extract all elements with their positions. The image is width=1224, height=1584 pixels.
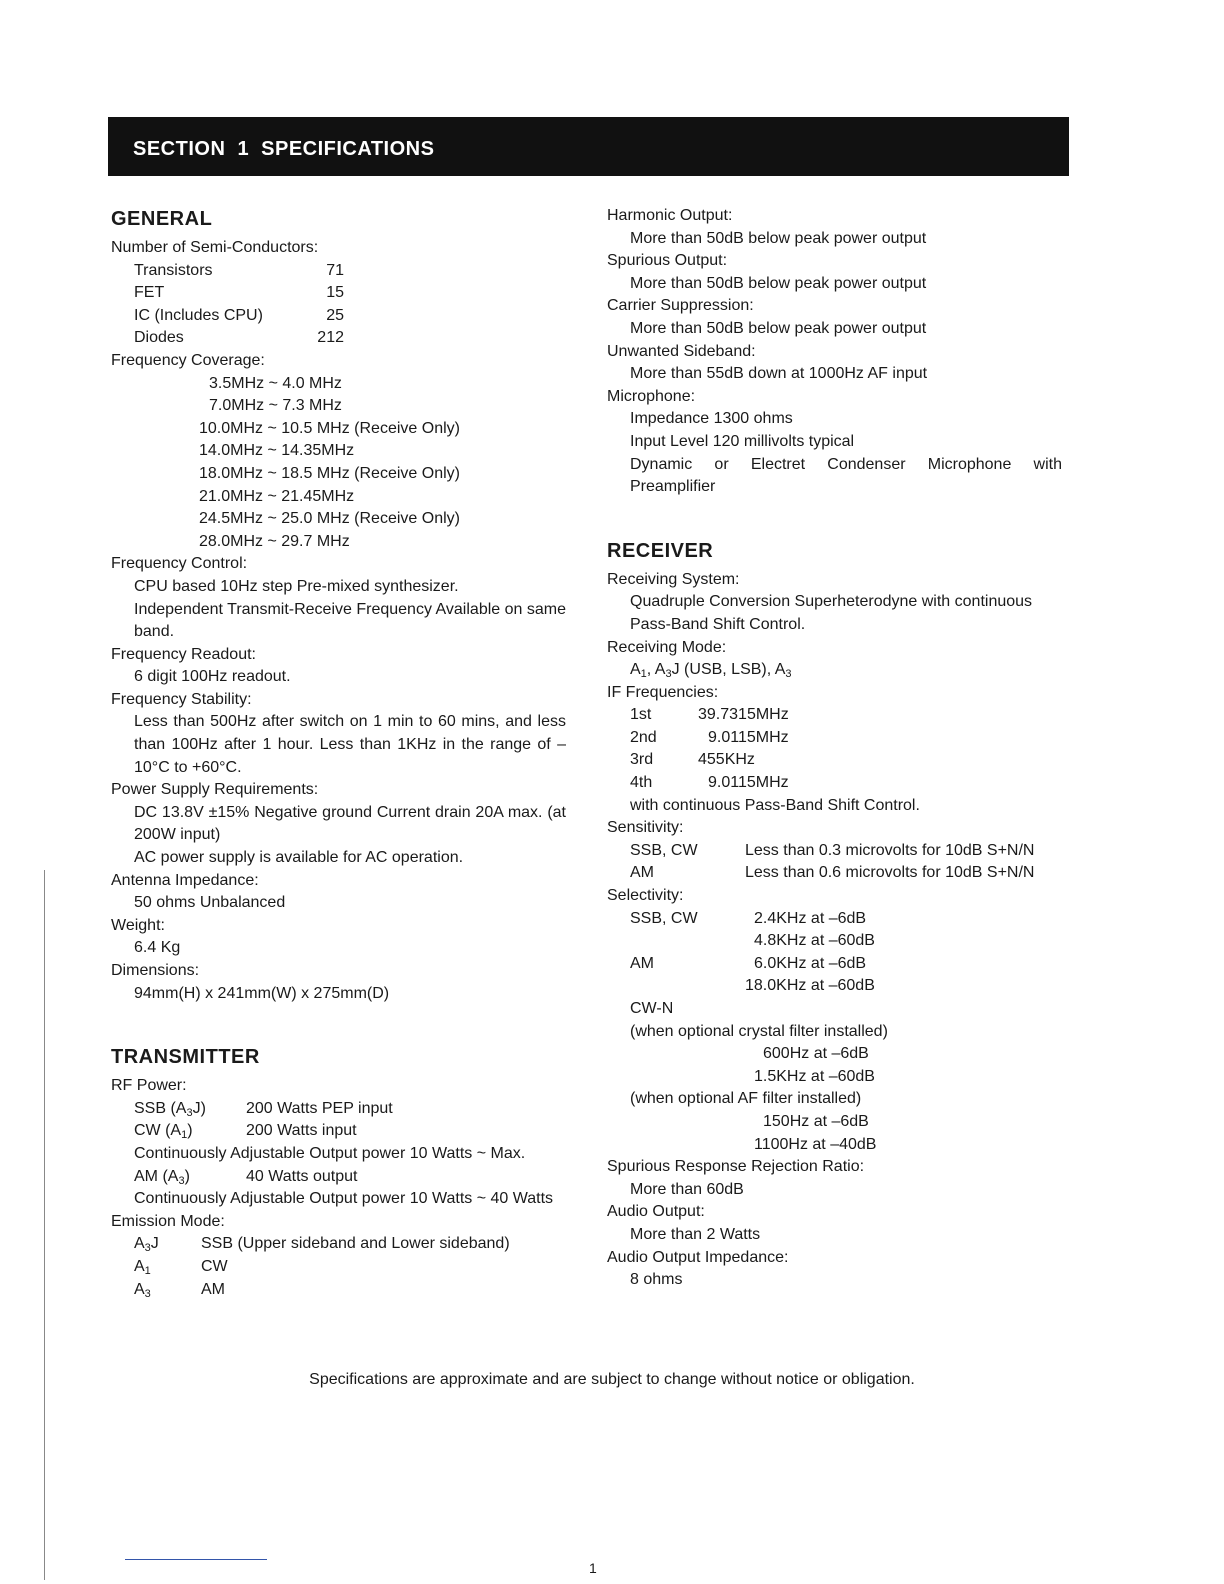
if-stage: 1st <box>630 706 652 724</box>
freq-band: 10.0MHz ~ 10.5 MHz (Receive Only) <box>199 419 460 437</box>
selectivity-value: 18.0KHz at –60dB <box>745 977 875 995</box>
general-heading: GENERAL <box>111 208 213 230</box>
if-row <box>607 749 1062 772</box>
freq-stability-label: Frequency Stability: <box>111 690 252 708</box>
right-column <box>607 205 1062 1292</box>
rf-value: 200 Watts input <box>246 1122 357 1140</box>
spurious-label: Spurious Output: <box>607 252 728 270</box>
if-row <box>607 704 1062 727</box>
power-text: DC 13.8V ±15% Negative ground Current drain 20A max. (at 200W input) <box>134 803 566 844</box>
spur-rej-text: More than 60dB <box>630 1180 744 1198</box>
spur-rej-label: Spurious Response Rejection Ratio: <box>607 1158 865 1176</box>
weight-text: 6.4 Kg <box>134 939 181 957</box>
left-column <box>111 205 566 1301</box>
semiconductor-row <box>111 260 566 283</box>
semiconductor-name: Diodes <box>134 329 184 347</box>
selectivity-value: 600Hz at –6dB <box>763 1045 869 1063</box>
freq-readout-label: Frequency Readout: <box>111 645 256 663</box>
if-stage: 2nd <box>630 728 657 746</box>
semiconductor-name: IC (Includes CPU) <box>134 306 263 324</box>
page-number: 1 <box>589 1560 597 1576</box>
emission-row <box>111 1279 566 1302</box>
audio-text: More than 2 Watts <box>630 1225 761 1243</box>
freq-readout-text: 6 digit 100Hz readout. <box>134 668 291 686</box>
semiconductor-count: 15 <box>326 284 344 302</box>
semiconductor-count: 71 <box>326 261 344 279</box>
selectivity-value: 1.5KHz at –60dB <box>754 1067 875 1085</box>
unwanted-label: Unwanted Sideband: <box>607 342 756 360</box>
rf-mode: CW $(A_1)$ <box>134 1122 193 1142</box>
carrier-text: More than 50dB below peak power output <box>630 319 927 337</box>
if-freq: 9.0115MHz <box>708 774 789 792</box>
mic-input: Input Level 120 millivolts typical <box>630 432 855 450</box>
rf-power-row <box>111 1120 566 1143</box>
carrier-label: Carrier Suppression: <box>607 297 754 315</box>
audio-label: Audio Output: <box>607 1203 705 1221</box>
selectivity-mode: AM <box>630 954 654 972</box>
audio-imp-text: 8 ohms <box>630 1271 683 1289</box>
if-note: with continuous Pass-Band Shift Control. <box>630 796 920 814</box>
freq-stability-text: Less than 500Hz after switch on 1 min to 60 mins, and less than 100Hz after 1 hour. Less than 1KHz in the range of –10°C to +60°C. <box>134 713 566 776</box>
freq-band: 18.0MHz ~ 18.5 MHz (Receive Only) <box>199 464 460 482</box>
selectivity-value: 4.8KHz at –60dB <box>754 932 875 950</box>
mic-type: Dynamic or Electret Condenser Microphone with Preamplifier <box>630 455 1062 496</box>
sensitivity-value: Less than 0.6 microvolts for 10dB S+N/N <box>745 864 1035 882</box>
emission-row <box>111 1256 566 1279</box>
selectivity-row <box>607 930 1062 953</box>
semiconductor-list <box>111 260 566 350</box>
mic-impedance: Impedance 1300 ohms <box>630 410 793 428</box>
emission-code: $A_3$ <box>134 1280 151 1300</box>
rf-power-label: RF Power: <box>111 1077 187 1095</box>
semiconductor-count: 212 <box>317 329 344 347</box>
power-label: Power Supply Requirements: <box>111 781 319 799</box>
margin-line <box>44 870 45 1580</box>
sensitivity-mode: SSB, CW <box>630 841 698 859</box>
if-freq: 39.7315MHz <box>698 706 789 724</box>
selectivity-value: 150Hz at –6dB <box>763 1112 869 1130</box>
freq-band: 14.0MHz ~ 14.35MHz <box>199 442 355 460</box>
footer-note: Specifications are approximate and are subject to change without notice or obligation. <box>309 1371 915 1388</box>
emission-label: Emission Mode: <box>111 1212 225 1230</box>
antenna-label: Antenna Impedance: <box>111 871 259 889</box>
selectivity-value: 2.4KHz at –6dB <box>754 909 867 927</box>
audio-imp-label: Audio Output Impedance: <box>607 1248 789 1266</box>
footnote-rule <box>125 1559 267 1560</box>
mic-label: Microphone: <box>607 387 696 405</box>
selectivity-mode: CW-N <box>630 1000 674 1017</box>
power-text: AC power supply is available for AC operation. <box>134 849 464 867</box>
if-label: IF Frequencies: <box>607 683 719 701</box>
emission-desc: AM <box>201 1280 225 1298</box>
freq-control-text: CPU based 10Hz step Pre-mixed synthesizer. <box>134 577 459 595</box>
freq-band: 7.0MHz ~ 7.3 MHz <box>209 397 342 415</box>
section-banner <box>108 117 1069 176</box>
freq-control-text: Independent Transmit-Receive Frequency Available on same band. <box>134 600 566 641</box>
cont-adjust-text: Continuously Adjustable Output power 10 Watts ~ Max. <box>134 1144 526 1162</box>
selectivity-row <box>607 975 1062 998</box>
spurious-text: More than 50dB below peak power output <box>630 274 927 292</box>
freq-control-label: Frequency Control: <box>111 555 248 573</box>
semiconductors-label: Number of Semi-Conductors: <box>111 239 319 256</box>
selectivity-note: (when optional crystal filter installed) <box>630 1022 888 1040</box>
rf-mode: SSB $(A_3J)$ <box>134 1099 206 1119</box>
emission-row <box>111 1233 566 1256</box>
unwanted-text: More than 55dB down at 1000Hz AF input <box>630 365 928 383</box>
section-title: SECTION 1 SPECIFICATIONS <box>133 138 435 160</box>
freq-band: 3.5MHz ~ 4.0 MHz <box>209 374 342 392</box>
sensitivity-row <box>607 840 1062 863</box>
transmitter-heading: TRANSMITTER <box>111 1046 260 1069</box>
freq-band: 24.5MHz ~ 25.0 MHz (Receive Only) <box>199 510 460 528</box>
selectivity-row <box>607 1043 1062 1066</box>
selectivity-value: 1100Hz at –40dB <box>754 1135 877 1153</box>
semiconductor-row <box>111 327 566 350</box>
mode-label: Receiving Mode: <box>607 638 727 656</box>
if-stage: 4th <box>630 774 653 792</box>
selectivity-label: Selectivity: <box>607 887 684 905</box>
antenna-text: 50 ohms Unbalanced <box>134 894 286 912</box>
cont-adjust-text: Continuously Adjustable Output power 10 Watts ~ 40 Watts <box>134 1190 554 1208</box>
freq-coverage-label: Frequency Coverage: <box>111 351 265 369</box>
emission-desc: CW <box>201 1257 228 1275</box>
sensitivity-row <box>607 862 1062 885</box>
freq-band: 28.0MHz ~ 29.7 MHz <box>199 532 350 550</box>
emission-code: $A_3J$ <box>134 1235 159 1255</box>
selectivity-mode: SSB, CW <box>630 909 698 927</box>
selectivity-row <box>607 908 1062 931</box>
rf-power-row <box>111 1166 566 1189</box>
emission-code: $A_1$ <box>134 1257 151 1277</box>
rf-value: 40 Watts output <box>246 1167 358 1185</box>
selectivity-row <box>607 953 1062 976</box>
rf-value: 200 Watts PEP input <box>246 1099 393 1117</box>
dimensions-label: Dimensions: <box>111 962 200 979</box>
harmonic-label: Harmonic Output: <box>607 207 733 224</box>
if-freq: 9.0115MHz <box>708 728 789 746</box>
selectivity-note: (when optional AF filter installed) <box>630 1090 862 1108</box>
semiconductor-name: FET <box>134 284 165 302</box>
receiver-heading: RECEIVER <box>607 539 714 562</box>
semiconductor-row <box>111 282 566 305</box>
sensitivity-value: Less than 0.3 microvolts for 10dB S+N/N <box>745 841 1035 859</box>
selectivity-value: 6.0KHz at –6dB <box>754 954 867 972</box>
weight-label: Weight: <box>111 916 165 934</box>
semiconductor-count: 25 <box>326 306 344 324</box>
semiconductor-name: Transistors <box>134 261 213 279</box>
selectivity-row <box>607 1134 1062 1157</box>
if-row <box>607 727 1062 750</box>
system-label: Receiving System: <box>607 570 740 588</box>
system-text: Quadruple Conversion Superheterodyne with continuous Pass-Band Shift Control. <box>630 593 1033 633</box>
rf-mode: AM $(A_3)$ <box>134 1167 190 1187</box>
harmonic-text: More than 50dB below peak power output <box>630 229 927 247</box>
semiconductor-row <box>111 305 566 328</box>
rf-power-row <box>111 1098 566 1121</box>
dimensions-text: 94mm(H) x 241mm(W) x 275mm(D) <box>134 984 390 1002</box>
if-row <box>607 772 1062 795</box>
selectivity-row <box>607 1066 1062 1089</box>
selectivity-row <box>607 1111 1062 1134</box>
freq-band: 21.0MHz ~ 21.45MHz <box>199 487 355 505</box>
if-freq: 455KHz <box>698 751 755 769</box>
emission-desc: SSB (Upper sideband and Lower sideband) <box>201 1235 510 1253</box>
mode-text: $A_1$, $A_3J$ (USB, LSB), $A_3$ <box>630 661 792 681</box>
sensitivity-mode: AM <box>630 864 654 882</box>
if-stage: 3rd <box>630 751 654 769</box>
sensitivity-label: Sensitivity: <box>607 819 684 837</box>
